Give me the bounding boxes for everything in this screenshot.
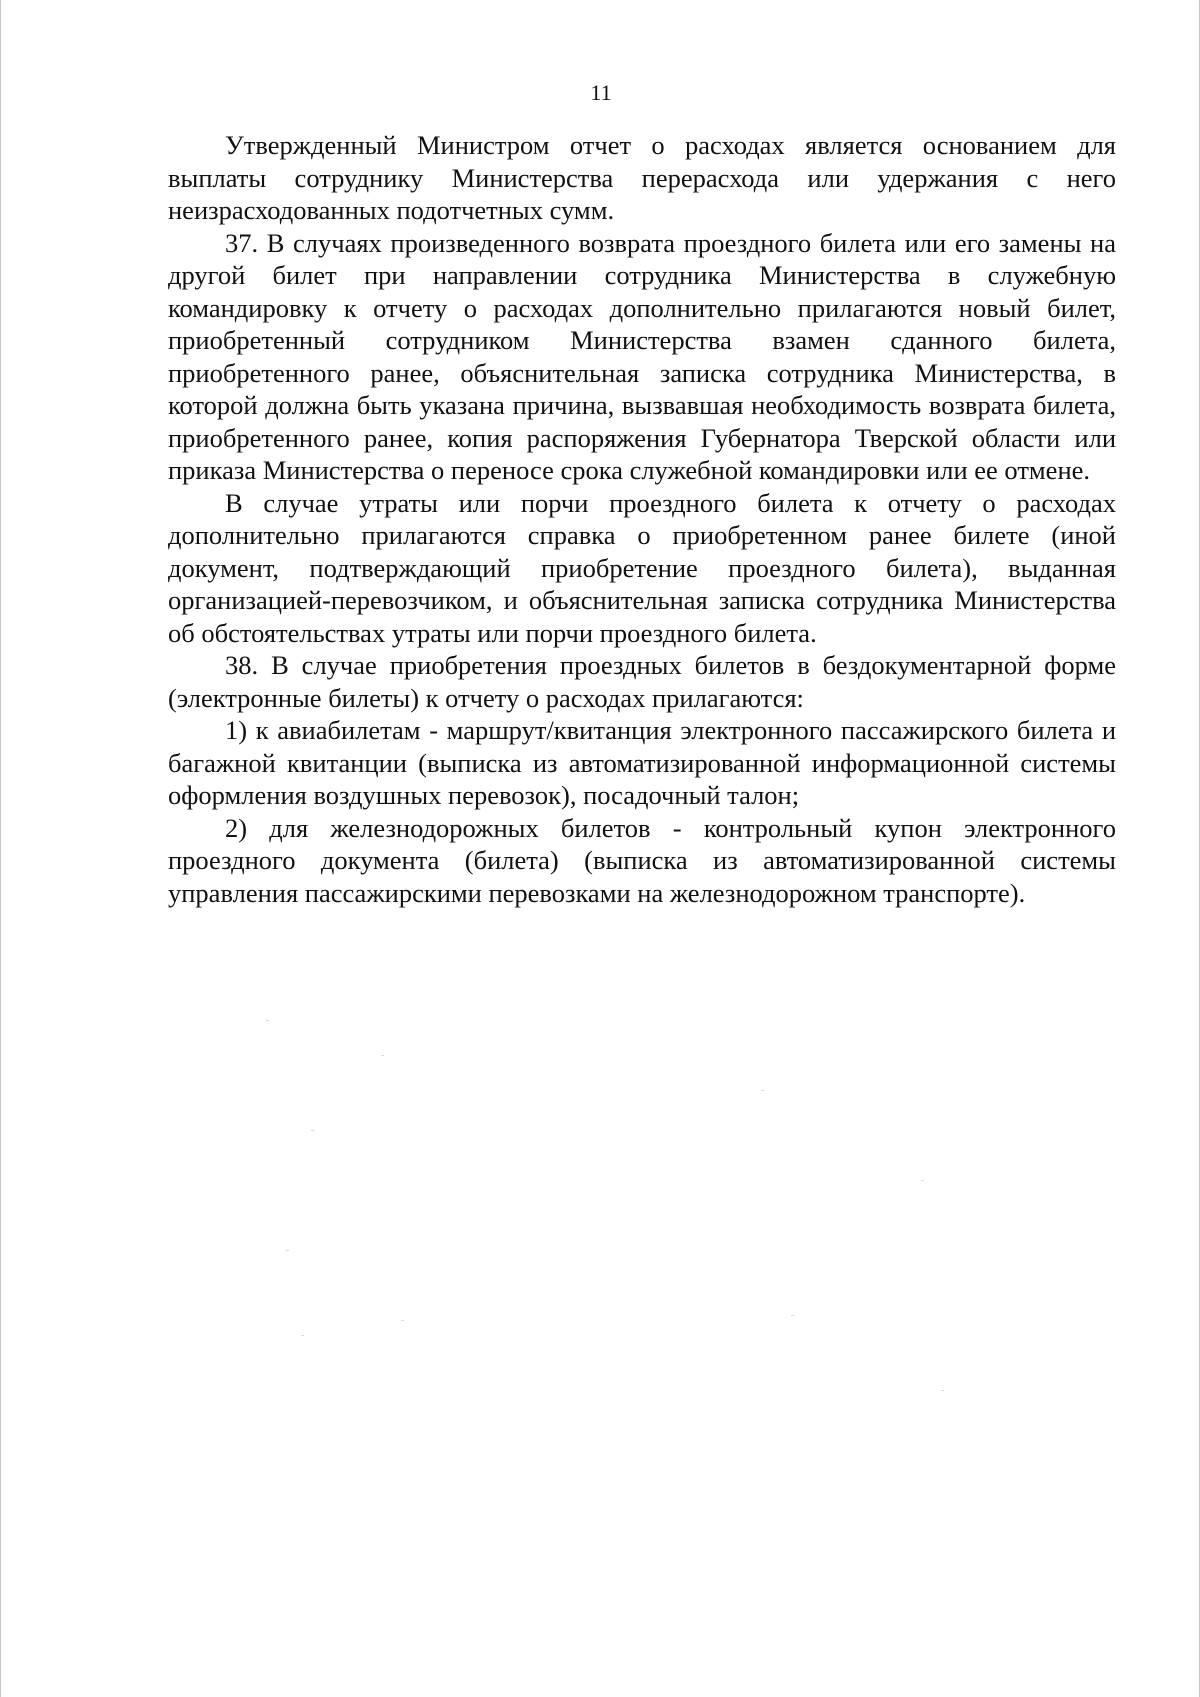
scan-noise — [301, 1335, 304, 1336]
scan-noise — [921, 1180, 924, 1181]
paragraph-railway-tickets: 2) для железнодорожных билетов - контрольный купон электронного проездного документа (билета) (выписка из автоматизированной системы управления пассажирскими перевозками на железнодорожном транспорте). — [168, 812, 1116, 908]
scan-noise — [286, 1250, 289, 1251]
scan-noise — [381, 1055, 384, 1056]
scan-noise — [791, 1315, 794, 1316]
document-body — [168, 129, 1116, 909]
paragraph-report-approval: Утвержденный Министром отчет о расходах является основанием для выплаты сотруднику Министерства перерасхода или удержания с него неизрасходованных подотчетных сумм. — [168, 130, 1116, 225]
page-number: 11 — [590, 80, 612, 105]
paragraph-item-38: 38. В случае приобретения проездных билетов в бездокументарной форме (электронные билеты) к отчету о расходах прилагаются: — [168, 650, 1116, 713]
paragraph-air-tickets: 1) к авиабилетам - маршрут/квитанция электронного пассажирского билета и багажной квитанции (выписка из автоматизированной информационной системы оформления воздушных перевозок), посадочный талон; — [168, 715, 1116, 810]
paragraph-item-37: 37. В случаях произведенного возврата проездного билета или его замены на другой билет при направлении сотрудника Министерства в служебную командировку к отчету о расходах дополнительно прилагаются новый билет, приобретенный сотрудником Министерства взамен сданного билета, приобретенного ранее, объяснительная записка сотрудника Министерства, в которой должна быть указана причина, вызвавшая необходимость возврата билета, приобретенного ранее, копия распоряжения Губернатора Тверской области или приказа Министерства о переносе срока служебной командировки или ее отмене. — [168, 227, 1116, 485]
paragraph-ticket-loss: В случае утраты или порчи проездного билета к отчету о расходах дополнительно прилагаются справка о приобретенном ранее билете (иной документ, подтверждающий приобретение проездного билета), выданная организацией-перевозчиком, и объяснительная записка сотрудника Министерства об обстоятельствах утраты или порчи проездного билета. — [168, 487, 1116, 648]
scan-noise — [311, 1130, 314, 1131]
scan-noise — [761, 1090, 764, 1091]
scan-noise — [266, 1020, 269, 1021]
scan-noise — [401, 1320, 404, 1321]
scan-noise — [941, 1390, 944, 1391]
